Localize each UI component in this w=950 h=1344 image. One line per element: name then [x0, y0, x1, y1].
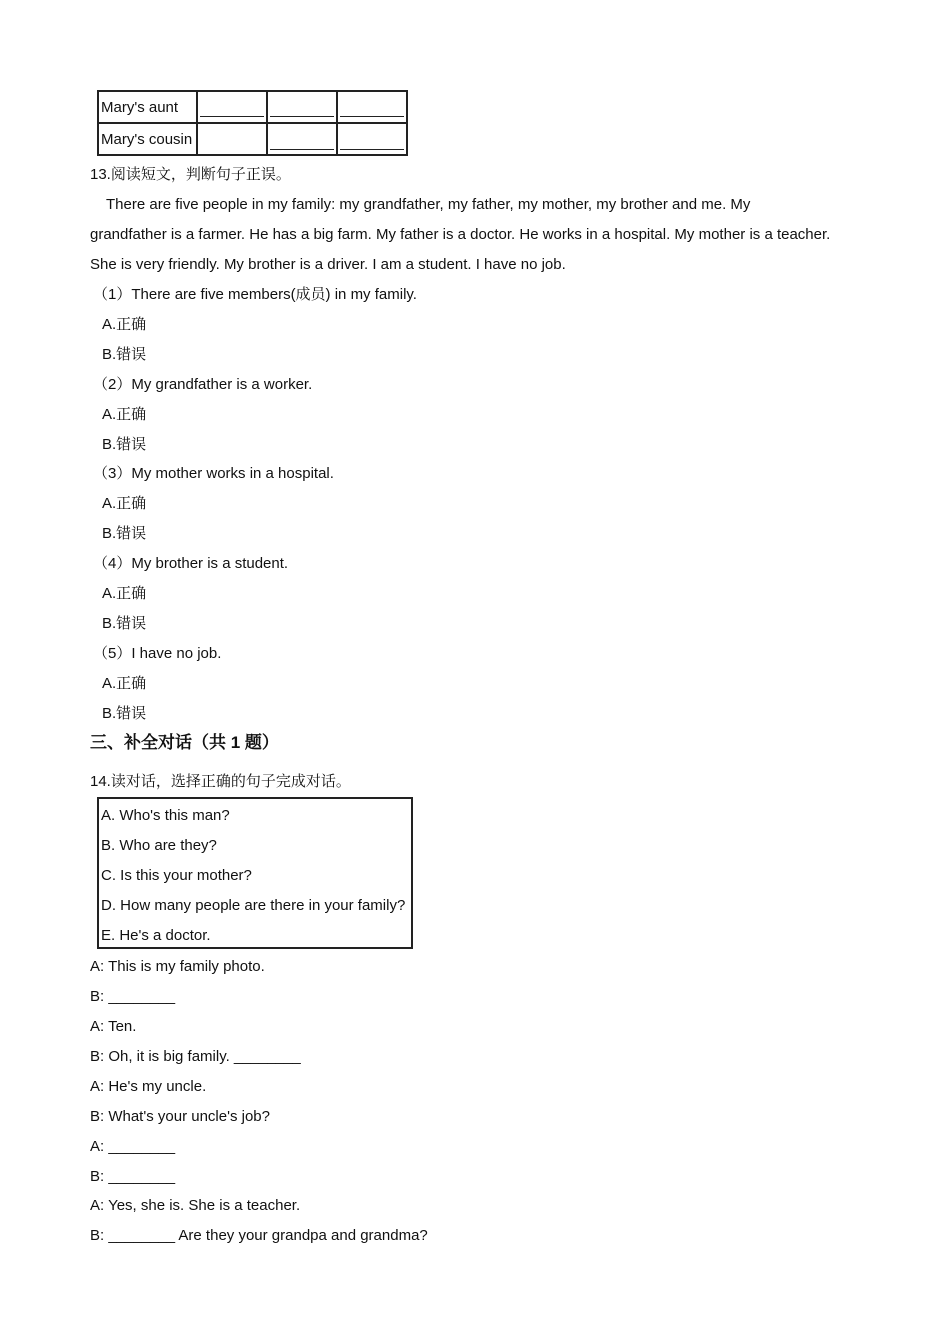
option-a[interactable]: A.正确 — [102, 675, 147, 692]
option-b[interactable]: B.错误 — [102, 346, 147, 363]
passage-line: She is very friendly. My brother is a driver. I am a student. I have no job. — [90, 256, 566, 273]
dialogue-line[interactable]: B: Oh, it is big family. ________ — [90, 1048, 301, 1065]
dialogue-line: A: He's my uncle. — [90, 1078, 207, 1095]
passage-line: There are five people in my family: my grandfather, my father, my mother, my brother and me. My — [106, 196, 751, 213]
question-3: （3）My mother works in a hospital. — [93, 465, 334, 482]
dialogue-line[interactable]: B: ________ — [90, 988, 176, 1005]
table-cell[interactable] — [267, 91, 337, 123]
option-a[interactable]: A.正确 — [102, 406, 147, 423]
option-a[interactable]: A.正确 — [102, 316, 147, 333]
row-label: Mary's aunt — [98, 91, 197, 123]
dialogue-line: A: This is my family photo. — [90, 958, 265, 975]
section-heading: 三、补全对话（共 1 题） — [90, 733, 279, 752]
q13-title: 13.阅读短文，判断句子正误。 — [90, 166, 291, 183]
option-b[interactable]: B.错误 — [102, 705, 147, 722]
choice-item: A. Who's this man? — [101, 807, 230, 824]
q14-title: 14.读对话，选择正确的句子完成对话。 — [90, 773, 351, 790]
table-row — [98, 123, 407, 155]
option-b[interactable]: B.错误 — [102, 436, 147, 453]
choice-item: B. Who are they? — [101, 837, 217, 854]
option-a[interactable]: A.正确 — [102, 495, 147, 512]
dialogue-line[interactable]: A: ________ — [90, 1138, 176, 1155]
family-job-table — [97, 90, 408, 156]
dialogue-line[interactable]: B: ________ — [90, 1168, 176, 1185]
blank-line — [270, 116, 334, 117]
dialogue-line: B: What's your uncle's job? — [90, 1108, 270, 1125]
table-cell[interactable] — [267, 123, 337, 155]
question-2: （2）My grandfather is a worker. — [93, 376, 313, 393]
row-label: Mary's cousin — [98, 123, 197, 155]
question-4: （4）My brother is a student. — [93, 555, 289, 572]
passage-line: grandfather is a farmer. He has a big farm. My father is a doctor. He works in a hospital. My mother is a teacher. — [90, 226, 831, 243]
table-cell[interactable] — [197, 91, 267, 123]
choice-item: D. How many people are there in your family? — [101, 897, 406, 914]
option-b[interactable]: B.错误 — [102, 525, 147, 542]
blank-line — [270, 149, 334, 150]
dialogue-line: A: Ten. — [90, 1018, 137, 1035]
question-1: （1）There are five members(成员) in my family. — [93, 286, 417, 303]
table-cell[interactable] — [337, 123, 407, 155]
choice-item: C. Is this your mother? — [101, 867, 252, 884]
table-row — [98, 91, 407, 123]
choice-box — [97, 797, 413, 949]
option-a[interactable]: A.正确 — [102, 585, 147, 602]
blank-line — [200, 116, 264, 117]
dialogue-line[interactable]: B: ________ Are they your grandpa and grandma? — [90, 1227, 428, 1244]
blank-line — [340, 116, 404, 117]
question-5: （5）I have no job. — [93, 645, 222, 662]
table-cell[interactable] — [197, 123, 267, 155]
choice-item: E. He's a doctor. — [101, 927, 211, 944]
dialogue-line: A: Yes, she is. She is a teacher. — [90, 1197, 301, 1214]
option-b[interactable]: B.错误 — [102, 615, 147, 632]
table-cell[interactable] — [337, 91, 407, 123]
blank-line — [340, 149, 404, 150]
